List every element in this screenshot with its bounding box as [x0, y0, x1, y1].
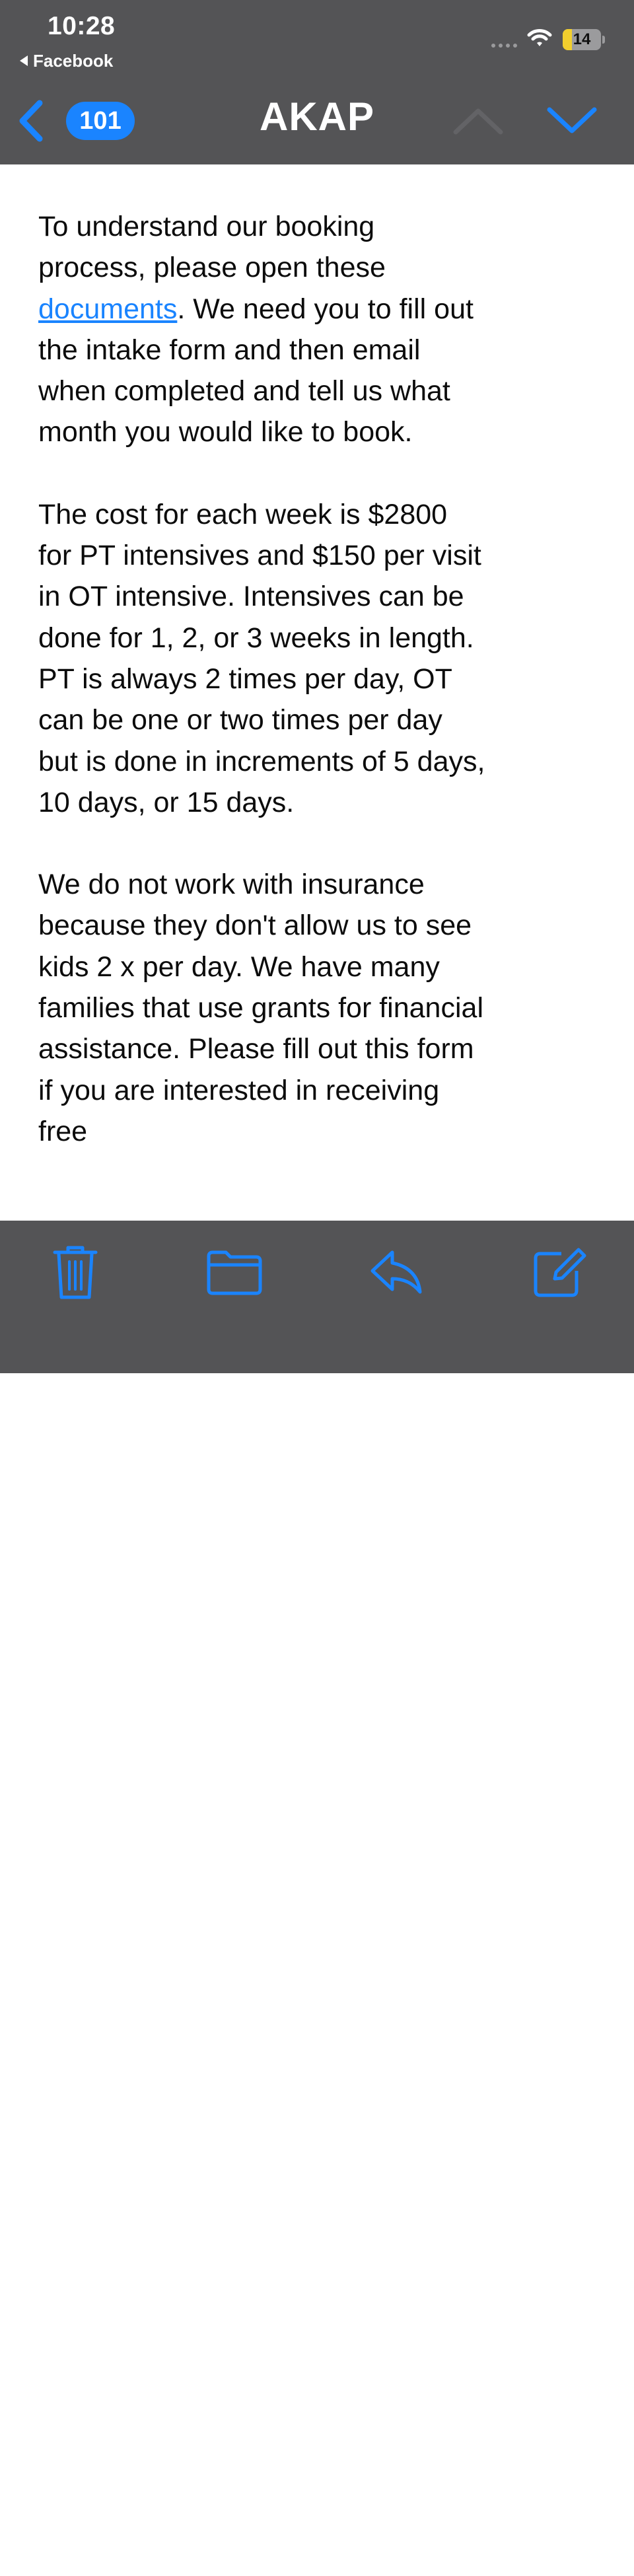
chevron-down-icon[interactable]: [546, 104, 598, 137]
navigation-header: [0, 0, 634, 164]
chevron-up-icon: [452, 104, 505, 137]
battery-level: 14: [573, 30, 591, 48]
message-paragraph: We do not work with insurance because they don't allow us to see kids 2 x per day. We have many families that use grants for financial assistance. Please fill out this form if you are interested in receiving free: [38, 869, 483, 1147]
bottom-toolbar: [0, 1221, 634, 1373]
cellular-signal-icon: [491, 44, 517, 48]
status-time: 10:28: [48, 12, 116, 40]
message-body: [38, 206, 487, 1220]
mailbox-title: AKAP: [259, 94, 374, 139]
compose-icon[interactable]: [532, 1246, 588, 1299]
home-indicator[interactable]: [205, 2567, 429, 2576]
wifi-icon: [527, 28, 552, 48]
documents-link[interactable]: documents: [38, 293, 178, 325]
back-app-label: Facebook: [33, 50, 114, 71]
message-paragraph: [38, 206, 487, 453]
unread-count-badge[interactable]: 101: [66, 102, 135, 140]
back-triangle-icon: [20, 55, 28, 66]
battery-nub: [602, 36, 605, 44]
battery-indicator: [563, 29, 601, 50]
reply-icon[interactable]: [369, 1248, 425, 1296]
trash-icon[interactable]: [52, 1244, 99, 1301]
back-to-app-link[interactable]: [20, 49, 113, 73]
folder-icon[interactable]: [206, 1250, 263, 1296]
message-paragraph: The cost for each week is $2800 for PT intensives and $150 per visit in OT intensive. Intensives can be done for 1, 2, or 3 weeks in length. PT is always 2 times per day, OT can be one or two times per day but is done in increments of 5 days, 10 days, or 15 days.: [38, 498, 485, 818]
paragraph-text: . We need you to fill out the intake form and then email when completed and tell us what month you would like to book.: [38, 293, 474, 448]
paragraph-text: To understand our booking process, please open these: [38, 211, 386, 284]
